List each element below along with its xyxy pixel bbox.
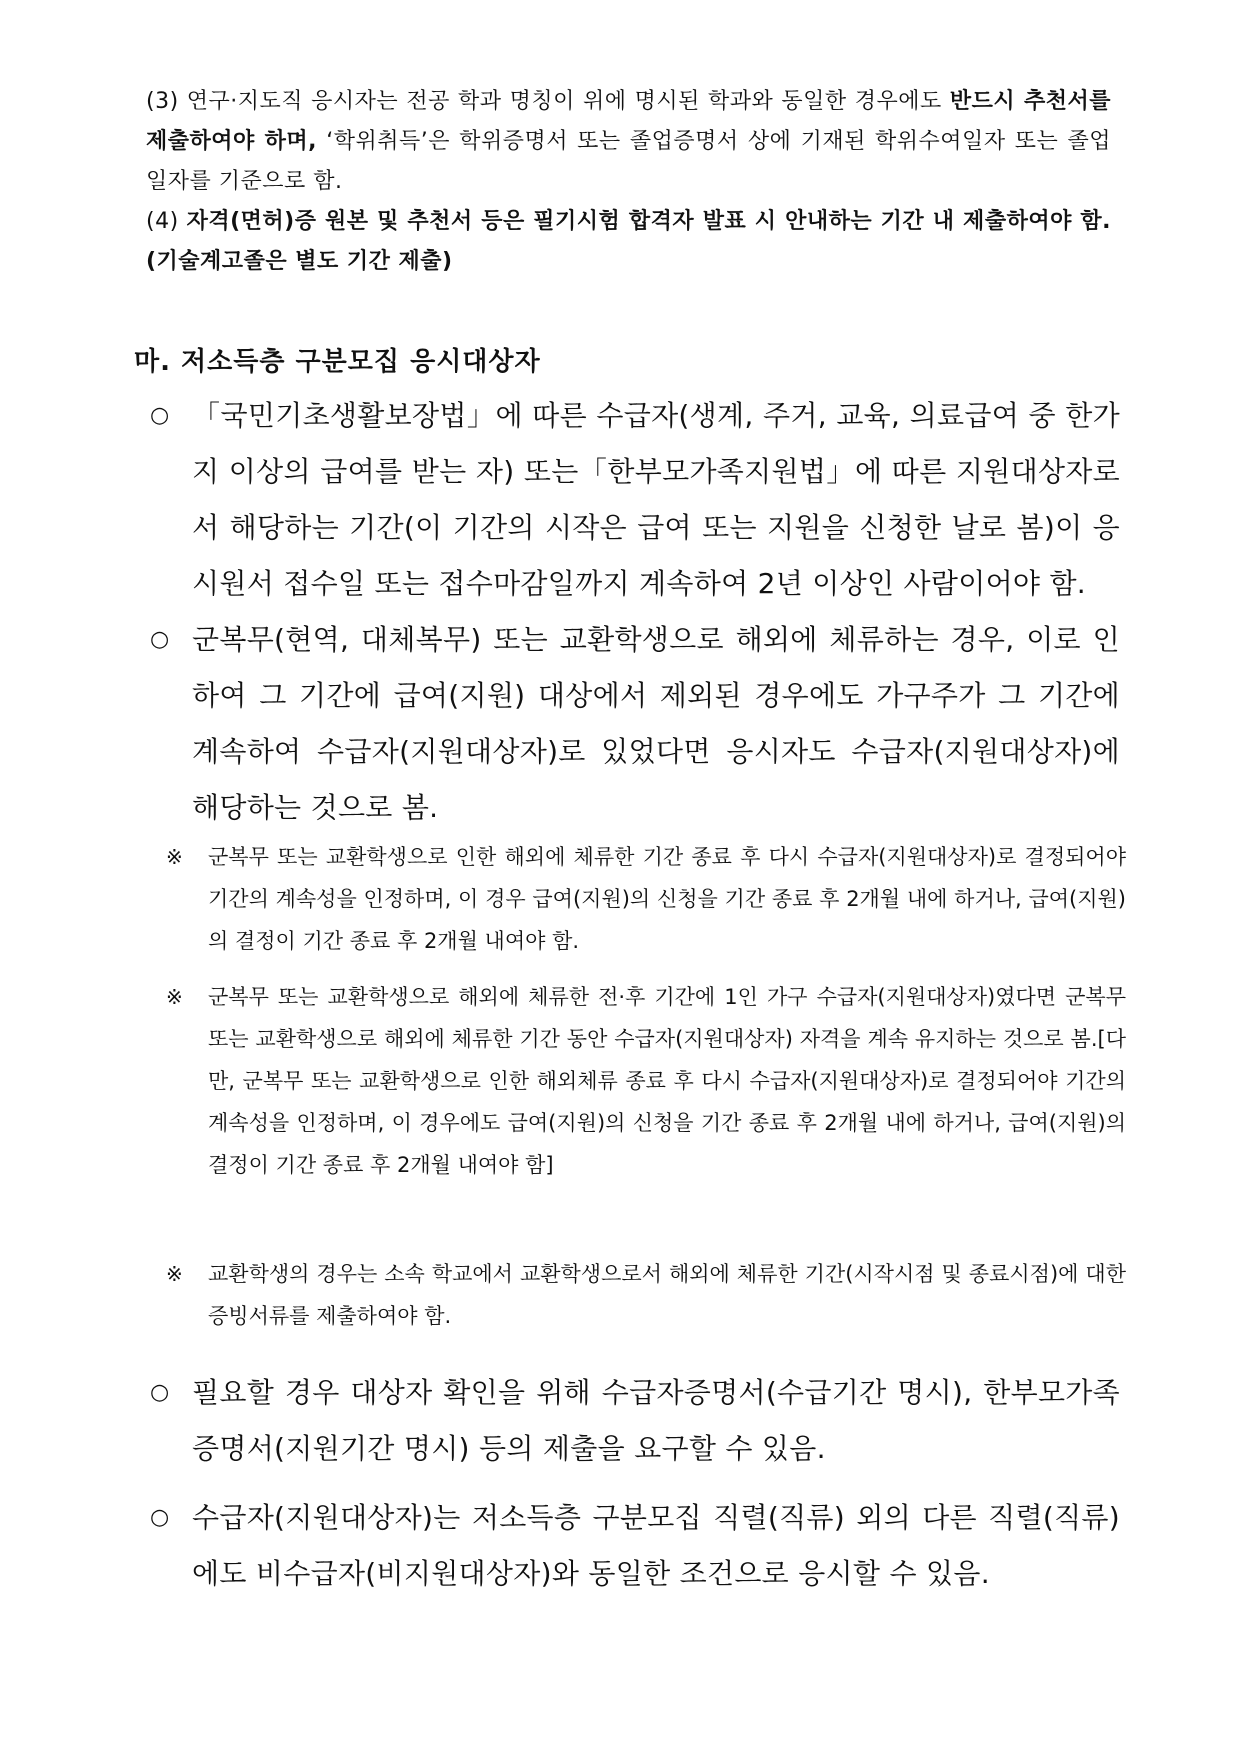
- bullet-text-4: 수급자(지원대상자)는 저소득층 구분모집 직렬(직류) 외의 다른 직렬(직류)에도 비수급자(비지원대상자)와 동일한 조건으로 응시할 수 있음.: [192, 1501, 1120, 1590]
- remark-text-3: 교환학생의 경우는 소속 학교에서 교환학생으로서 해외에 체류한 기간(시작시점 및 종료시점)에 대한 증빙서류를 제출하여야 함.: [208, 1262, 1126, 1328]
- bullet-item-2: [150, 612, 1120, 836]
- bullet-item-4: [150, 1490, 1120, 1602]
- note-4-bold: 자격(면허)증 원본 및 추천서 등은 필기시험 합격자 발표 시 안내하는 기간 내 제출하여야 함.(기술계고졸은 별도 기간 제출): [146, 209, 1111, 274]
- bullet-circle-icon: ○: [150, 627, 170, 652]
- bullet-text-3: 필요할 경우 대상자 확인을 위해 수급자증명서(수급기간 명시), 한부모가족증명서(지원기간 명시) 등의 제출을 요구할 수 있음.: [192, 1376, 1120, 1465]
- notes-block: [146, 82, 1111, 282]
- note-3-suffix: ‘학위취득’은 학위증명서 또는 졸업증명서 상에 기재된 학위수여일자 또는 졸업일자를 기준으로 함.: [146, 129, 1112, 194]
- remark-text-2: 군복무 또는 교환학생으로 해외에 체류한 전·후 기간에 1인 가구 수급자(지원대상자)였다면 군복무 또는 교환학생으로 해외에 체류한 기간 동안 수급자(지원대상자) 자격을 계속 유지하는 것으로 봄.[다만, 군복무 또는 교환학생으로 인한 해외체류 종료 후 다시 수급자(지원대상자)로 결정되어야 기간의 계속성을 인정하며, 이 경우에도 급여(지원)의 신청을 기간 종료 후 2개월 내에 하거나, 급여(지원)의 결정이 기간 종료 후 2개월 내여야 함]: [208, 985, 1126, 1177]
- bullet-item-1: [150, 388, 1120, 612]
- bullet-text-1: 「국민기초생활보장법」에 따른 수급자(생계, 주거, 교육, 의료급여 중 한가지 이상의 급여를 받는 자) 또는「한부모가족지원법」에 따른 지원대상자로서 해당하는 기간(이 기간의 시작은 급여 또는 지원을 신청한 날로 봄)이 응시원서 접수일 또는 접수마감일까지 계속하여 2년 이상인 사람이어야 함.: [192, 399, 1120, 600]
- bullet-circle-icon: ○: [150, 1380, 170, 1405]
- reference-mark-icon: ※: [166, 985, 183, 1009]
- note-3: [146, 82, 1111, 202]
- remark-item-2: [166, 976, 1126, 1186]
- note-4-prefix: (4): [146, 209, 187, 234]
- section-title: 마. 저소득층 구분모집 응시대상자: [134, 347, 541, 377]
- reference-mark-icon: ※: [166, 1262, 183, 1286]
- remark-text-1: 군복무 또는 교환학생으로 인한 해외에 체류한 기간 종료 후 다시 수급자(지원대상자)로 결정되어야 기간의 계속성을 인정하며, 이 경우 급여(지원)의 신청을 기간 종료 후 2개월 내에 하거나, 급여(지원)의 결정이 기간 종료 후 2개월 내여야 함.: [208, 845, 1126, 953]
- note-3-bold: 반드시 추천서를 제출하여야 하며,: [146, 89, 1111, 154]
- bullet-item-3: [150, 1365, 1120, 1477]
- bullet-circle-icon: ○: [150, 1505, 170, 1530]
- remark-item-3: [166, 1253, 1126, 1337]
- note-4: [146, 202, 1111, 282]
- remark-item-1: [166, 836, 1126, 962]
- note-3-prefix: (3) 연구·지도직 응시자는 전공 학과 명칭이 위에 명시된 학과와 동일한 경우에도: [146, 89, 950, 114]
- reference-mark-icon: ※: [166, 845, 183, 869]
- bullet-circle-icon: ○: [150, 403, 170, 428]
- bullet-text-2: 군복무(현역, 대체복무) 또는 교환학생으로 해외에 체류하는 경우, 이로 인하여 그 기간에 급여(지원) 대상에서 제외된 경우에도 가구주가 그 기간에 계속하여 수급자(지원대상자)로 있었다면 응시자도 수급자(지원대상자)에 해당하는 것으로 봄.: [192, 623, 1120, 824]
